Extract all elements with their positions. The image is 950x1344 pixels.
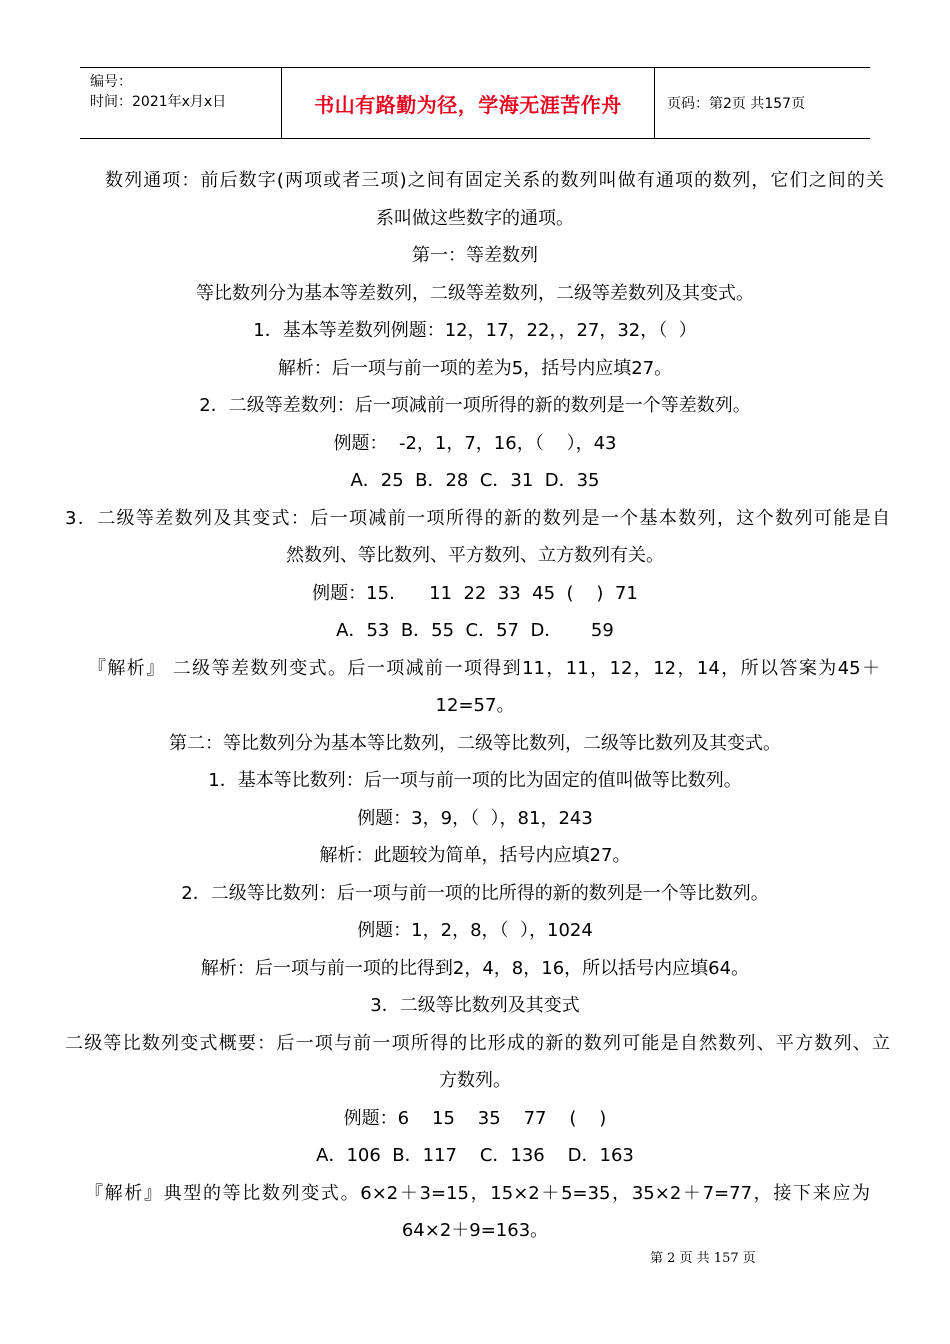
paragraph-line: 系叫做这些数字的通项。 [376,207,574,229]
document-body [60,162,890,1250]
paragraph-line: A．53 B．55 C．57 D． 59 [336,620,614,641]
time-label: 时间：2021年x月x日 [90,94,227,110]
paragraph-line: 12=57。 [435,695,515,716]
header-meta [80,68,281,138]
paragraph-line: A．106 B．117 C．136 D．163 [316,1145,634,1166]
paragraph-line: 例题： -2，1，7，16，（ ），43 [333,432,617,454]
paragraph-line: 等比数列分为基本等差数列，二级等差数列，二级等差数列及其变式。 [196,282,754,304]
paragraph-line: 二级等比数列变式概要：后一项与前一项所得的比形成的新的数列可能是自然数列、平方数列、立 [65,1032,890,1054]
paragraph-line: 例题：1，2，8，（ ），1024 [357,920,593,941]
paragraph-line: 『解析』典型的等比数列变式。6×2＋3=15，15×2＋5=35，35×2＋7=77，接下来应为 [85,1182,870,1204]
header-motto-cell [281,68,655,138]
paragraph-line: 64×2＋9=163。 [401,1220,549,1241]
page-header [80,67,870,139]
paragraph-line: A．25 B．28 C．31 D．35 [350,470,600,491]
paragraph-line: 3．二级等差数列及其变式：后一项减前一项所得的新的数列是一个基本数列，这个数列可能是自 [65,507,890,529]
paragraph-line: 方数列。 [439,1070,511,1091]
paragraph-line: 解析：后一项与前一项的比得到2，4，8，16，所以括号内应填64。 [200,957,750,979]
paragraph-line: 然数列、等比数列、平方数列、立方数列有关。 [286,545,664,566]
paragraph-line: 2．二级等比数列：后一项与前一项的比所得的新的数列是一个等比数列。 [181,882,769,904]
paragraph-line: 1．基本等差数列例题：12，17，22，，27，32，（ ） [253,320,697,341]
section-heading: 第一：等差数列 [412,245,538,266]
header-page-cell [655,68,870,138]
number-label: 编号： [90,74,132,90]
paragraph-line: 2．二级等差数列：后一项减前一项所得的新的数列是一个等差数列。 [199,395,751,416]
paragraph-line: 解析：此题较为简单，括号内应填27。 [319,845,631,866]
page-footer: 第 2 页 共 157 页 [650,1251,756,1266]
paragraph-line: 3．二级等比数列及其变式 [370,995,580,1016]
paragraph-line: 例题：15. 11 22 33 45 ( ) 71 [312,582,638,604]
paragraph-line: 数列通项：前后数字(两项或者三项)之间有固定关系的数列叫做有通项的数列，它们之间的关 [105,170,884,191]
motto: 书山有路勤为径，学海无涯苦作舟 [314,92,622,117]
paragraph-line: 解析：后一项与前一项的差为5，括号内应填27。 [277,357,673,379]
paragraph-line: 1．基本等比数列：后一项与前一项的比为固定的值叫做等比数列。 [208,770,742,791]
paragraph-line: 『解析』 二级等差数列变式。后一项减前一项得到11，11，12，12，14，所以答案为45＋ [88,657,880,679]
page-info: 页码：第2页 共157页 [667,96,806,112]
paragraph-line: 例题：6 15 35 77 ( ) [343,1107,607,1129]
section-heading: 第二：等比数列分为基本等比数列，二级等比数列，二级等比数列及其变式。 [169,732,781,754]
paragraph-line: 例题：3，9，（ ），81，243 [357,807,593,829]
